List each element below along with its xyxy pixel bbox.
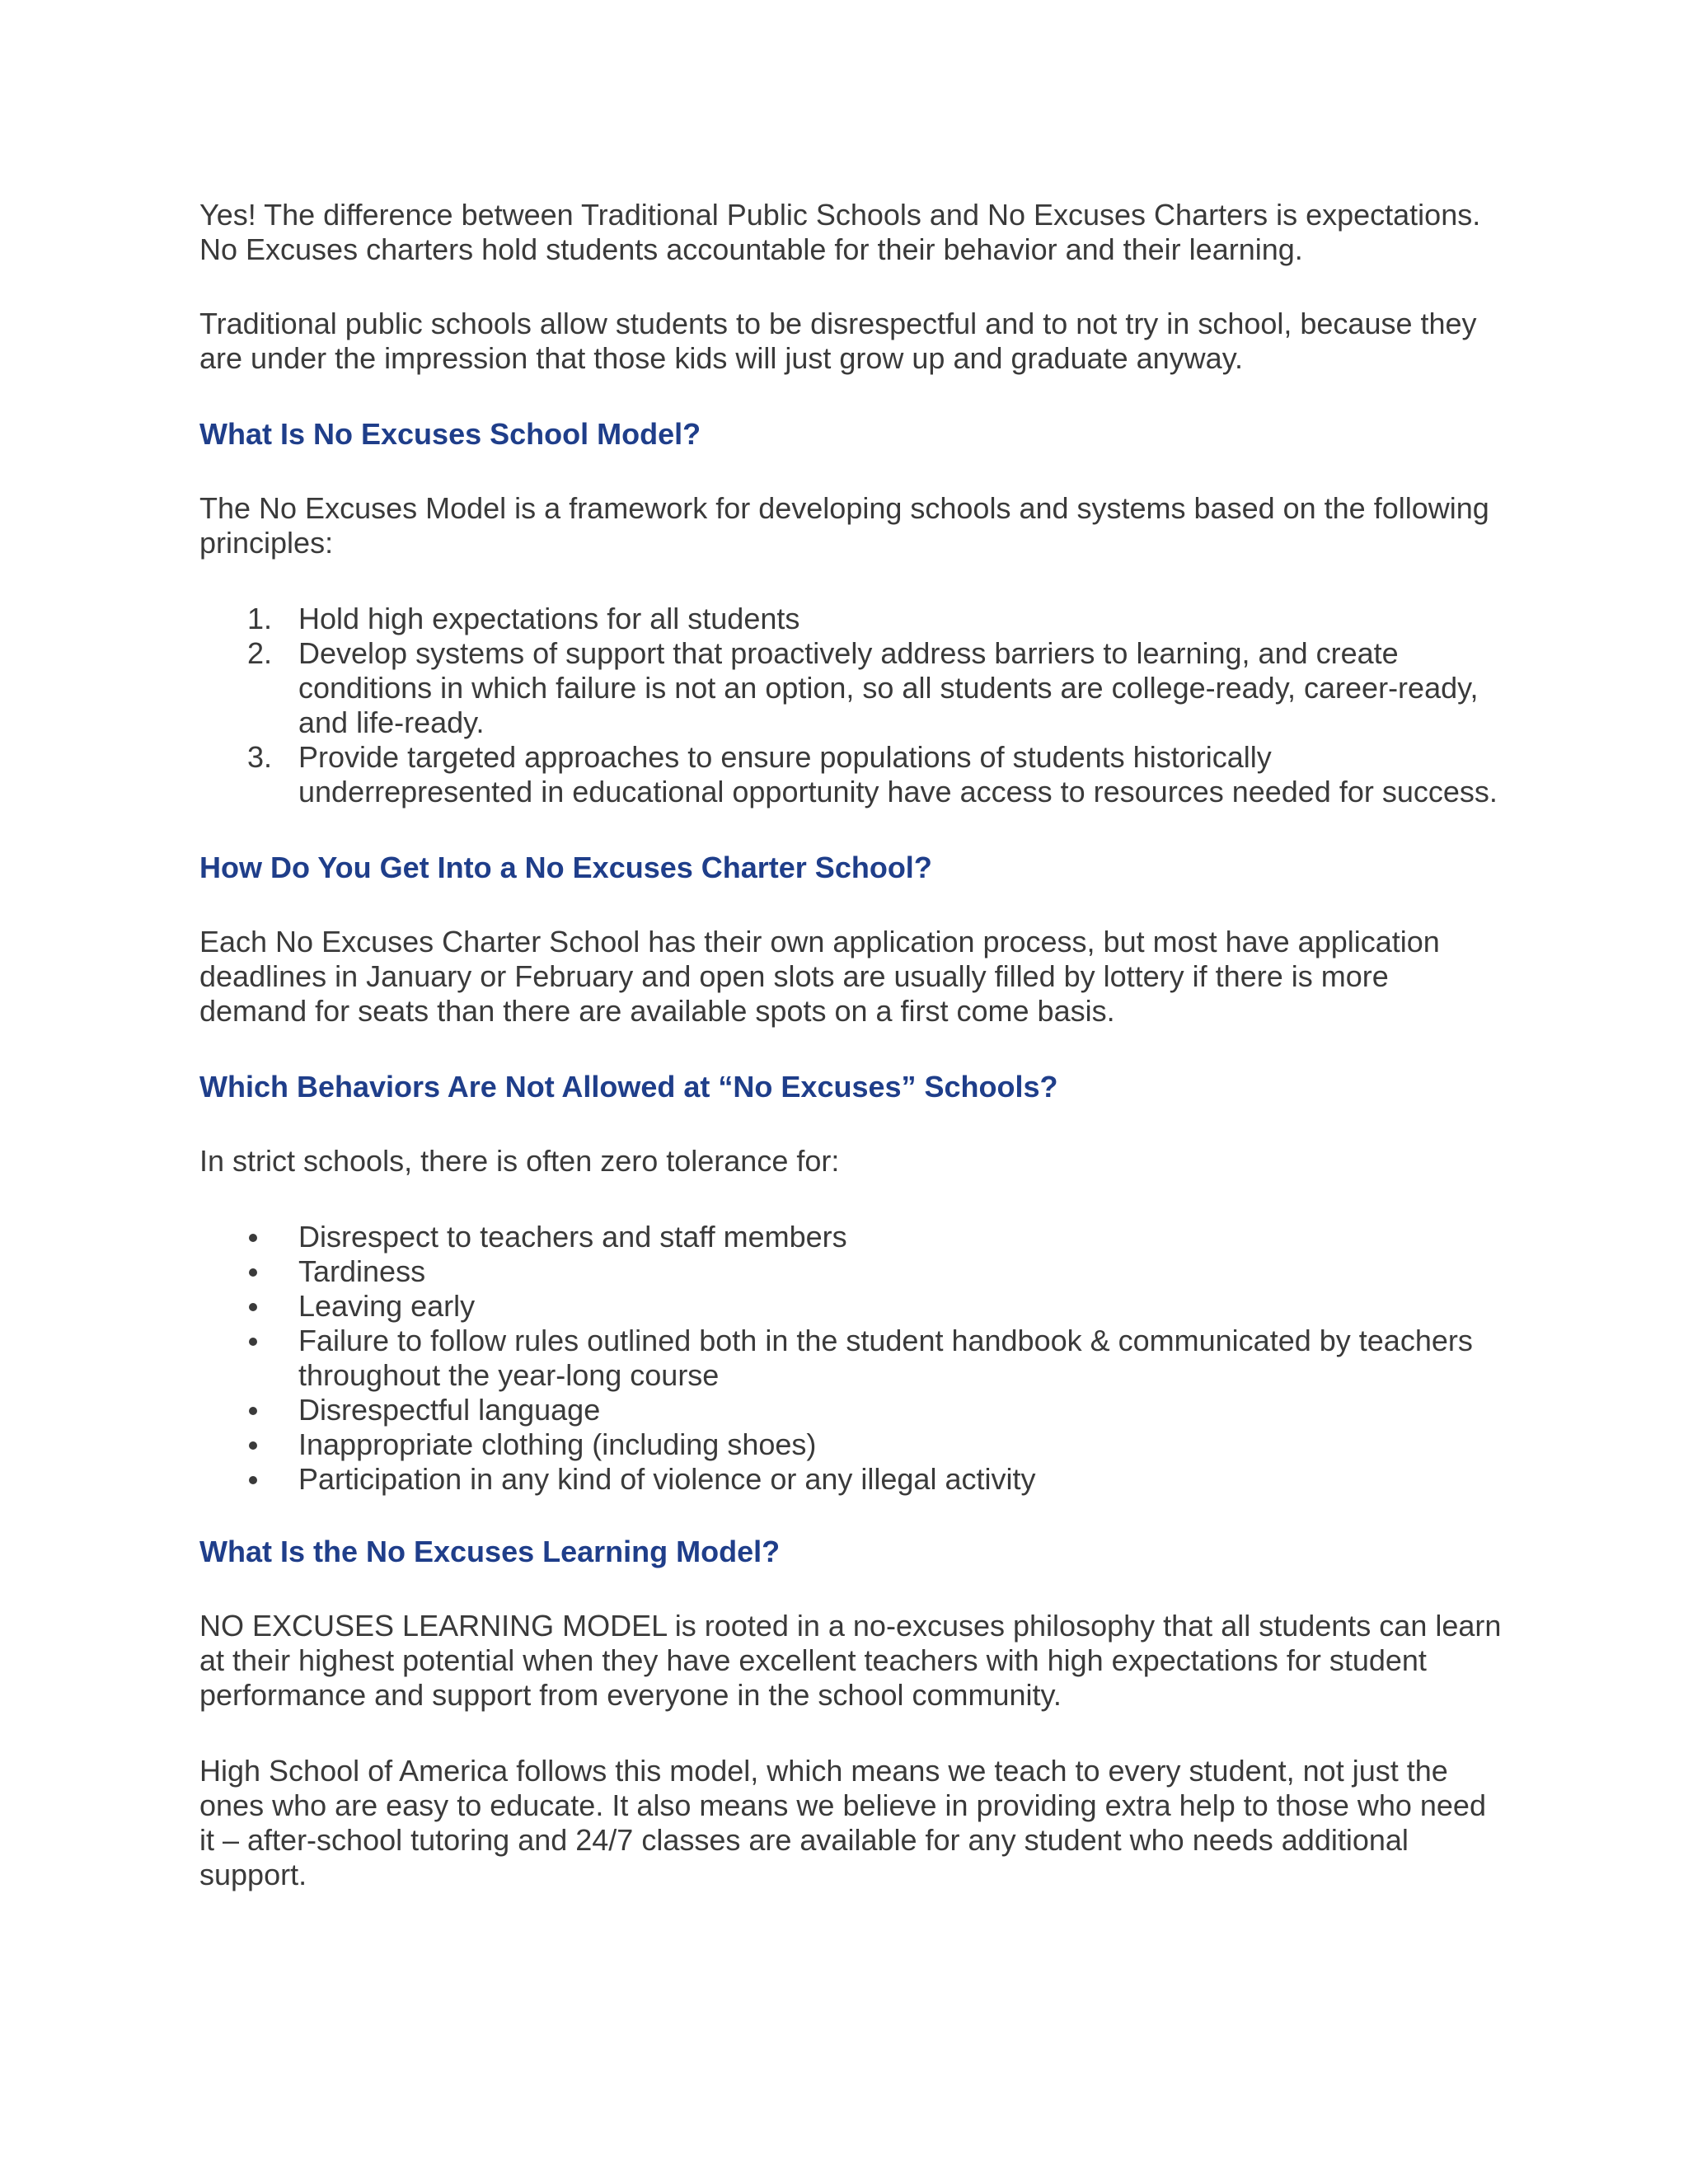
list-item xyxy=(199,1254,1502,1289)
bullet-icon xyxy=(249,1268,257,1277)
list-item-text: Provide targeted approaches to ensure populations of students historically underrepresented in educational opportunity have access to resources needed for success. xyxy=(298,740,1498,808)
list-number: 3. xyxy=(247,740,273,774)
list-item xyxy=(199,1393,1502,1427)
list-item-text: Tardiness xyxy=(298,1254,426,1288)
intro-paragraph-1: Yes! The difference between Traditional Public Schools and No Excuses Charters is expectations. No Excuses charters hold students accountable for their behavior and their learning. xyxy=(199,198,1481,266)
admission-paragraph: Each No Excuses Charter School has their own application process, but most have application deadlines in January or February and open slots are usually filled by lottery if there is more demand for seats than there are available spots on a first come basis. xyxy=(199,925,1440,1028)
learning-paragraph-1: NO EXCUSES LEARNING MODEL is rooted in a no-excuses philosophy that all students can learn at their highest potential when they have excellent teachers with high expectations for student performance and support from everyone in the school community. xyxy=(199,1609,1502,1712)
list-item xyxy=(199,1220,1502,1254)
list-item-text: Disrespect to teachers and staff members xyxy=(298,1220,847,1254)
list-item xyxy=(199,1462,1502,1497)
list-item-text: Disrespectful language xyxy=(298,1393,601,1427)
bullet-icon xyxy=(249,1338,257,1346)
heading-admission: How Do You Get Into a No Excuses Charter School? xyxy=(199,851,932,884)
bullet-icon xyxy=(249,1234,257,1242)
list-item-text: Develop systems of support that proactively address barriers to learning, and create conditions in which failure is not an option, so all students are college-ready, career-ready, and life-ready. xyxy=(298,636,1479,739)
list-item xyxy=(199,1289,1502,1324)
principles-list xyxy=(199,602,1502,809)
list-number: 1. xyxy=(247,602,273,635)
heading-learning-model: What Is the No Excuses Learning Model? xyxy=(199,1535,781,1568)
bullet-icon xyxy=(249,1407,257,1415)
heading-school-model: What Is No Excuses School Model? xyxy=(199,417,701,451)
model-paragraph: The No Excuses Model is a framework for developing schools and systems based on the following principles: xyxy=(199,491,1489,560)
bullet-icon xyxy=(249,1441,257,1450)
list-item xyxy=(199,1427,1502,1462)
learning-paragraph-2: High School of America follows this model, which means we teach to every student, not just the ones who are easy to educate. It also means we believe in providing extra help to those who need it – after-school tutoring and 24/7 classes are available for any student who needs additional support. xyxy=(199,1754,1486,1891)
bullet-icon xyxy=(249,1303,257,1311)
list-item-text: Failure to follow rules outlined both in the student handbook & communicated by teachers throughout the year-long course xyxy=(298,1324,1473,1392)
list-item xyxy=(199,602,1502,636)
behaviors-paragraph: In strict schools, there is often zero tolerance for: xyxy=(199,1144,840,1178)
document-page xyxy=(199,198,1502,1892)
intro-paragraph-2: Traditional public schools allow students to be disrespectful and to not try in school, because they are under the impression that those kids will just grow up and graduate anyway. xyxy=(199,307,1477,375)
heading-behaviors: Which Behaviors Are Not Allowed at “No Excuses” Schools? xyxy=(199,1070,1058,1104)
list-item xyxy=(199,636,1502,740)
bullet-icon xyxy=(249,1476,257,1484)
list-item xyxy=(199,1324,1502,1393)
list-number: 2. xyxy=(247,636,273,670)
list-item-text: Inappropriate clothing (including shoes) xyxy=(298,1427,817,1461)
list-item-text: Hold high expectations for all students xyxy=(298,602,800,635)
list-item xyxy=(199,740,1502,809)
behaviors-list xyxy=(199,1220,1502,1497)
list-item-text: Participation in any kind of violence or any illegal activity xyxy=(298,1462,1036,1496)
list-item-text: Leaving early xyxy=(298,1289,476,1323)
